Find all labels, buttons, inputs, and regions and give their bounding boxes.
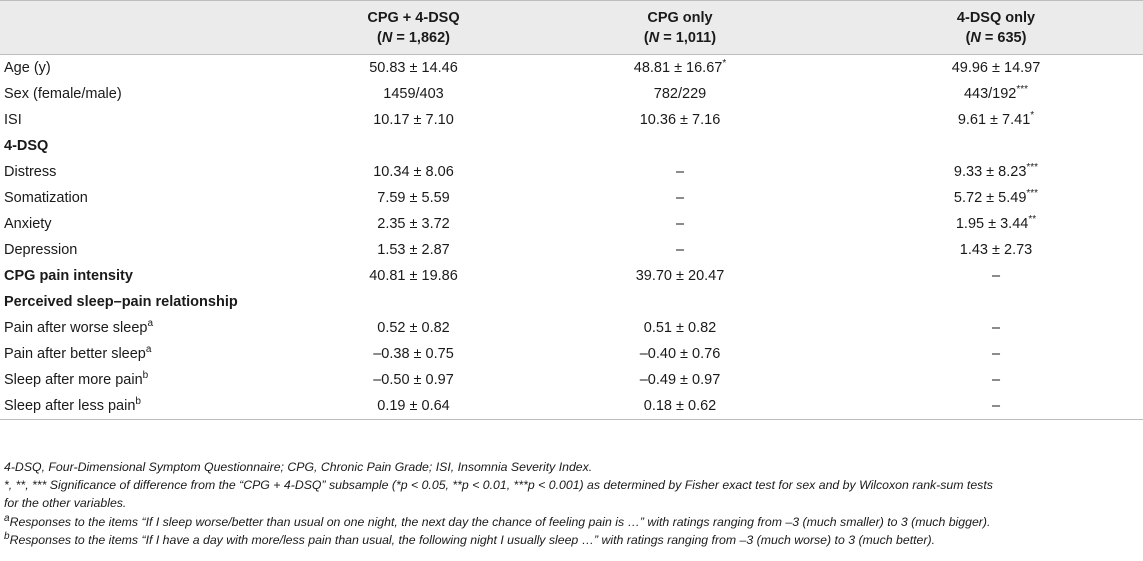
row-label [0,55,316,82]
value-cell [849,211,1143,237]
value-cell [316,341,511,367]
label-text: Pain after better sleep [4,346,146,362]
significance-marker: *** [1026,188,1039,200]
value-text: – [991,320,1001,336]
label-text: 4-DSQ [4,138,49,154]
row-label [0,185,316,211]
row-label [0,159,316,185]
header-n-label: N [381,30,393,46]
value-text: 5.72 ± 5.49 [953,190,1027,206]
footnote-a-text: Responses to the items “If I sleep worse/better than usual on one night, the next day the chance of feeling pain is …” with ratings ranging from –3 (much smaller) to 3 (much bigger). [9,514,991,529]
value-cell [511,159,849,185]
significance-marker: * [722,58,727,70]
label-text: Sex (female/male) [4,86,122,102]
section-label [0,263,316,289]
label-text: CPG pain intensity [4,268,133,284]
footnote-marker: b [142,370,149,382]
header-n-open: ( [965,30,971,46]
value-cell [511,263,849,289]
value-text: 0.19 ± 0.64 [377,398,450,414]
value-text: –0.50 ± 0.97 [373,372,454,388]
header-title: CPG only [647,10,713,26]
table-row [0,211,1143,237]
value-cell [849,133,1143,159]
value-cell [316,211,511,237]
value-text: 782/229 [653,86,707,102]
table-row [0,341,1143,367]
value-cell [511,133,849,159]
label-text: Distress [4,164,57,180]
value-cell [316,289,511,315]
table-body [0,55,1143,420]
value-text: – [991,346,1001,362]
value-text: 39.70 ± 20.47 [635,268,725,284]
value-cell [849,289,1143,315]
label-text: Pain after worse sleep [4,320,148,336]
label-text: Anxiety [4,216,52,232]
value-cell [316,107,511,133]
value-text: 1459/403 [383,86,444,102]
header-cell-blank [0,1,316,55]
table-row [0,185,1143,211]
value-cell [511,367,849,393]
header-n-value: = 635) [980,30,1027,46]
significance-marker: *** [1016,84,1029,96]
value-cell [316,315,511,341]
footnote-a-mark: a [4,512,10,524]
value-text: 2.35 ± 3.72 [377,216,450,232]
value-text: –0.38 ± 0.75 [373,346,454,362]
value-cell [511,81,849,107]
table-row [0,367,1143,393]
value-cell [316,263,511,289]
value-cell [511,237,849,263]
value-text: 9.61 ± 7.41 [957,112,1031,128]
table-row [0,315,1143,341]
row-label [0,341,316,367]
row-label [0,393,316,420]
footnote-b-mark: b [4,530,10,542]
label-text: ISI [4,112,22,128]
label-text: Age (y) [4,60,51,76]
table-row [0,237,1143,263]
header-n-open: ( [643,30,649,46]
value-cell [511,315,849,341]
value-cell [316,185,511,211]
value-text: 10.34 ± 8.06 [373,164,454,180]
footnote-significance [4,476,1139,512]
value-cell [849,237,1143,263]
value-text: 40.81 ± 19.86 [369,268,458,284]
value-text: 0.52 ± 0.82 [377,320,450,336]
value-text: 443/192 [963,86,1017,102]
row-label [0,81,316,107]
value-text: – [991,398,1001,414]
footnote-significance-line1: *, **, *** Significance of difference from the “CPG + 4-DSQ” subsample (*p < 0.05, **p < 0.01, ***p < 0.001) as determined by Fisher exact test for sex and by Wilcoxon rank-sum tests [4,478,993,493]
footnote-b-text: Responses to the items “If I have a day with more/less pain than usual, the following night I usually sleep …” with ratings ranging from –3 (much worse) to 3 (much better). [9,532,935,547]
section-row [0,289,1143,315]
section-row [0,263,1143,289]
table-footnotes [4,458,1139,549]
value-cell [511,185,849,211]
value-text: 10.17 ± 7.10 [373,112,454,128]
table-row [0,107,1143,133]
row-label [0,315,316,341]
row-label [0,107,316,133]
value-text: –0.40 ± 0.76 [639,346,721,362]
value-text: 7.59 ± 5.59 [377,190,450,206]
value-text: 10.36 ± 7.16 [639,112,721,128]
table-row [0,159,1143,185]
value-cell [849,315,1143,341]
row-label [0,211,316,237]
footnote-b [4,531,1139,549]
label-text: Somatization [4,190,88,206]
value-text: 48.81 ± 16.67 [633,60,723,76]
value-cell [511,211,849,237]
value-text: – [675,164,685,180]
significance-marker: ** [1028,214,1037,226]
footnote-marker: b [135,396,141,408]
value-cell [849,55,1143,82]
header-n-value: = 1,862) [392,30,450,46]
value-cell [316,159,511,185]
header-n-open: ( [377,30,382,46]
value-text: – [991,372,1001,388]
section-row [0,133,1143,159]
header-row [0,1,1143,55]
value-text: – [675,242,685,258]
value-cell [316,367,511,393]
significance-marker: *** [1026,162,1039,174]
header-cell-4dsq-only [849,1,1143,55]
header-cell-cpg-4dsq [316,1,511,55]
row-label [0,367,316,393]
value-cell [849,393,1143,420]
label-text: Perceived sleep–pain relationship [4,294,238,310]
value-cell [511,341,849,367]
footnote-marker: a [145,344,152,356]
value-cell [849,263,1143,289]
table-row [0,55,1143,82]
value-cell [849,367,1143,393]
value-cell [511,393,849,420]
value-text: 50.83 ± 14.46 [369,60,458,76]
label-text: Depression [4,242,78,258]
value-text: 49.96 ± 14.97 [951,60,1041,76]
value-text: 0.18 ± 0.62 [643,398,717,414]
value-text: 9.33 ± 8.23 [953,164,1027,180]
value-cell [316,237,511,263]
header-n-label: N [648,30,660,46]
value-cell [511,289,849,315]
value-text: –0.49 ± 0.97 [639,372,721,388]
header-n-value: = 1,011) [659,30,717,46]
value-cell [316,55,511,82]
header-n-label: N [970,30,981,46]
significance-marker: * [1030,110,1035,122]
value-cell [511,55,849,82]
value-cell [849,159,1143,185]
table-row [0,81,1143,107]
value-cell [849,185,1143,211]
value-cell [316,81,511,107]
row-label [0,237,316,263]
value-text: – [991,268,1001,284]
label-text: Sleep after more pain [4,372,143,388]
header-cell-cpg-only [511,1,849,55]
value-text: 1.43 ± 2.73 [959,242,1033,258]
footnote-abbreviations: 4-DSQ, Four-Dimensional Symptom Questionnaire; CPG, Chronic Pain Grade; ISI, Insomnia Severity Index. [4,460,593,474]
value-cell [316,393,511,420]
header-title: CPG + 4-DSQ [367,10,460,26]
label-text: Sleep after less pain [4,398,136,414]
footnote-a [4,513,1139,531]
footnote-marker: a [147,318,154,330]
value-text: – [675,190,685,206]
header-title: 4-DSQ only [956,10,1036,26]
value-cell [511,107,849,133]
value-cell [316,133,511,159]
value-text: 1.95 ± 3.44 [955,216,1029,232]
value-text: – [675,216,685,232]
section-label [0,133,316,159]
section-label [0,289,316,315]
value-cell [849,81,1143,107]
value-text: 1.53 ± 2.87 [377,242,450,258]
value-cell [849,341,1143,367]
value-text: 0.51 ± 0.82 [643,320,717,336]
table-row [0,393,1143,420]
footnote-significance-line2: for the other variables. [4,496,127,511]
value-cell [849,107,1143,133]
